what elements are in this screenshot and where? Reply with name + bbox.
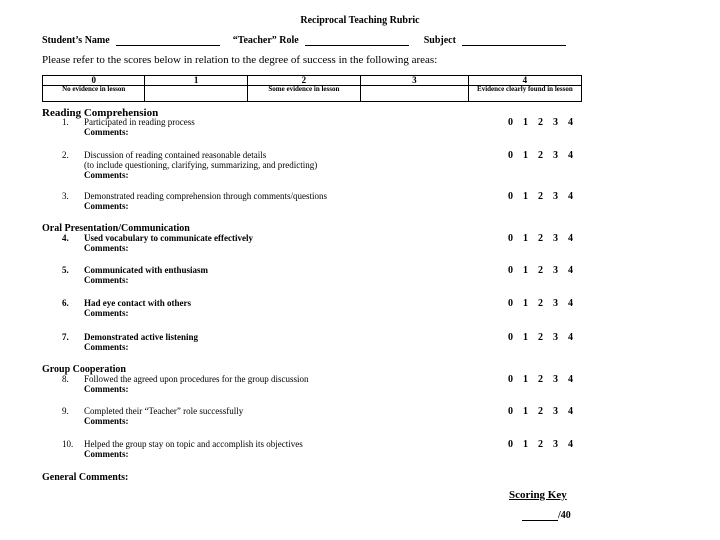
score-option[interactable]: 0 (508, 406, 513, 417)
item-number: 8. (62, 374, 69, 384)
score-option[interactable]: 3 (553, 374, 558, 385)
score-option[interactable]: 1 (523, 117, 528, 128)
item-text-line: (to include questioning, clarifying, summarizing, and predicting) (84, 160, 318, 170)
score-options (508, 233, 583, 244)
score-option[interactable]: 2 (538, 374, 543, 385)
item-number: 9. (62, 406, 69, 416)
item-text: Followed the agreed upon procedures for the group discussion (84, 374, 309, 384)
score-option[interactable]: 1 (523, 406, 528, 417)
comments-label: Comments: (84, 243, 129, 253)
score-option[interactable]: 3 (553, 233, 558, 244)
student-name-label: Student’s Name (42, 35, 110, 46)
score-option[interactable]: 3 (553, 117, 558, 128)
comments-label: Comments: (84, 449, 129, 459)
score-option[interactable]: 4 (568, 265, 573, 276)
general-comments-label: General Comments: (42, 472, 129, 483)
rubric-item (62, 374, 308, 394)
item-number: 1. (62, 117, 69, 127)
scale-number: 1 (145, 76, 247, 86)
item-number: 10. (62, 439, 74, 449)
score-option[interactable]: 1 (523, 191, 528, 202)
scale-number: 0 (43, 76, 145, 86)
comments-label: Comments: (84, 170, 129, 180)
scale-descriptor: Some evidence in lesson (247, 86, 360, 102)
section-title: Reading Comprehension (42, 107, 159, 119)
score-option[interactable]: 1 (523, 233, 528, 244)
scale-descriptor (361, 86, 469, 102)
rubric-item (62, 406, 243, 426)
score-option[interactable]: 4 (568, 298, 573, 309)
total-score-suffix: /40 (558, 510, 571, 521)
score-option[interactable]: 3 (553, 439, 558, 450)
item-number: 6. (62, 298, 69, 308)
comments-label: Comments: (84, 308, 129, 318)
rubric-item (62, 265, 208, 285)
score-options (508, 332, 583, 343)
score-option[interactable]: 3 (553, 298, 558, 309)
score-option[interactable]: 4 (568, 233, 573, 244)
rubric-item (62, 150, 317, 180)
instructions: Please refer to the scores below in relation to the degree of success in the following areas: (42, 54, 438, 66)
score-options (508, 439, 583, 450)
item-text: Had eye contact with others (84, 298, 191, 308)
score-option[interactable]: 1 (523, 374, 528, 385)
score-option[interactable]: 3 (553, 406, 558, 417)
item-number: 7. (62, 332, 69, 342)
score-option[interactable]: 4 (568, 191, 573, 202)
comments-label: Comments: (84, 201, 129, 211)
score-option[interactable]: 4 (568, 406, 573, 417)
scale-number: 2 (247, 76, 360, 86)
score-option[interactable]: 2 (538, 439, 543, 450)
rubric-item (62, 332, 198, 352)
score-option[interactable]: 2 (538, 298, 543, 309)
score-option[interactable]: 0 (508, 374, 513, 385)
scale-descriptor: No evidence in lesson (43, 86, 145, 102)
scale-number: 4 (468, 76, 581, 86)
score-option[interactable]: 3 (553, 265, 558, 276)
score-option[interactable]: 0 (508, 332, 513, 343)
total-score (522, 510, 571, 521)
scale-descriptor: Evidence clearly found in lesson (468, 86, 581, 102)
score-option[interactable]: 2 (538, 150, 543, 161)
comments-label: Comments: (84, 342, 129, 352)
score-option[interactable]: 2 (538, 191, 543, 202)
scale-descriptor (145, 86, 247, 102)
item-text: Demonstrated active listening (84, 332, 198, 342)
score-option[interactable]: 2 (538, 332, 543, 343)
score-option[interactable]: 0 (508, 191, 513, 202)
score-option[interactable]: 2 (538, 233, 543, 244)
item-number: 3. (62, 191, 69, 201)
teacher-role-label: “Teacher” Role (232, 35, 299, 46)
score-option[interactable]: 1 (523, 265, 528, 276)
scoring-key-heading: Scoring Key (509, 489, 567, 501)
comments-label: Comments: (84, 416, 129, 426)
total-score-field[interactable] (522, 512, 558, 521)
item-text: Completed their “Teacher” role successfully (84, 406, 244, 416)
rubric-item (62, 117, 195, 137)
score-option[interactable]: 4 (568, 374, 573, 385)
comments-label: Comments: (84, 275, 129, 285)
score-option[interactable]: 1 (523, 298, 528, 309)
score-option[interactable]: 0 (508, 117, 513, 128)
item-number: 2. (62, 150, 69, 160)
score-option[interactable]: 1 (523, 332, 528, 343)
rubric-item (62, 298, 191, 318)
item-text: Discussion of reading contained reasonable details (84, 150, 267, 160)
score-options (508, 374, 583, 385)
score-option[interactable]: 2 (538, 265, 543, 276)
rubric-item (62, 233, 253, 253)
score-option[interactable]: 2 (538, 406, 543, 417)
item-text: Communicated with enthusiasm (84, 265, 209, 275)
student-name-field[interactable] (116, 36, 220, 46)
score-options (508, 298, 583, 309)
score-option[interactable]: 4 (568, 117, 573, 128)
section-title: Group Cooperation (42, 364, 126, 375)
score-option[interactable]: 3 (553, 150, 558, 161)
score-option[interactable]: 1 (523, 439, 528, 450)
score-option[interactable]: 0 (508, 150, 513, 161)
score-option[interactable]: 0 (508, 439, 513, 450)
score-option[interactable]: 3 (553, 191, 558, 202)
item-number: 4. (62, 233, 69, 243)
score-option[interactable]: 2 (538, 117, 543, 128)
score-option[interactable]: 1 (523, 150, 528, 161)
teacher-role-field[interactable] (305, 36, 409, 46)
item-text: Participated in reading process (84, 117, 195, 127)
score-option[interactable]: 0 (508, 265, 513, 276)
header-fields (42, 35, 566, 46)
score-options (508, 191, 583, 202)
page-title: Reciprocal Teaching Rubric (300, 15, 420, 26)
comments-label: Comments: (84, 127, 129, 137)
score-option[interactable]: 4 (568, 150, 573, 161)
score-option[interactable]: 4 (568, 439, 573, 450)
score-options (508, 150, 583, 161)
subject-label: Subject (423, 35, 456, 46)
comments-label: Comments: (84, 384, 129, 394)
score-option[interactable]: 0 (508, 233, 513, 244)
score-option[interactable]: 3 (553, 332, 558, 343)
item-number: 5. (62, 265, 69, 275)
score-option[interactable]: 4 (568, 332, 573, 343)
rubric-item (62, 439, 303, 459)
item-text: Helped the group stay on topic and accomplish its objectives (84, 439, 303, 449)
score-options (508, 265, 583, 276)
rubric-item (62, 191, 327, 211)
score-scale-table (42, 75, 582, 102)
item-text: Used vocabulary to communicate effectively (84, 233, 253, 243)
item-text: Demonstrated reading comprehension through comments/questions (84, 191, 327, 201)
section-title: Oral Presentation/Communication (42, 223, 190, 234)
subject-field[interactable] (462, 36, 566, 46)
score-options (508, 117, 583, 128)
scale-number: 3 (361, 76, 469, 86)
score-option[interactable]: 0 (508, 298, 513, 309)
score-options (508, 406, 583, 417)
